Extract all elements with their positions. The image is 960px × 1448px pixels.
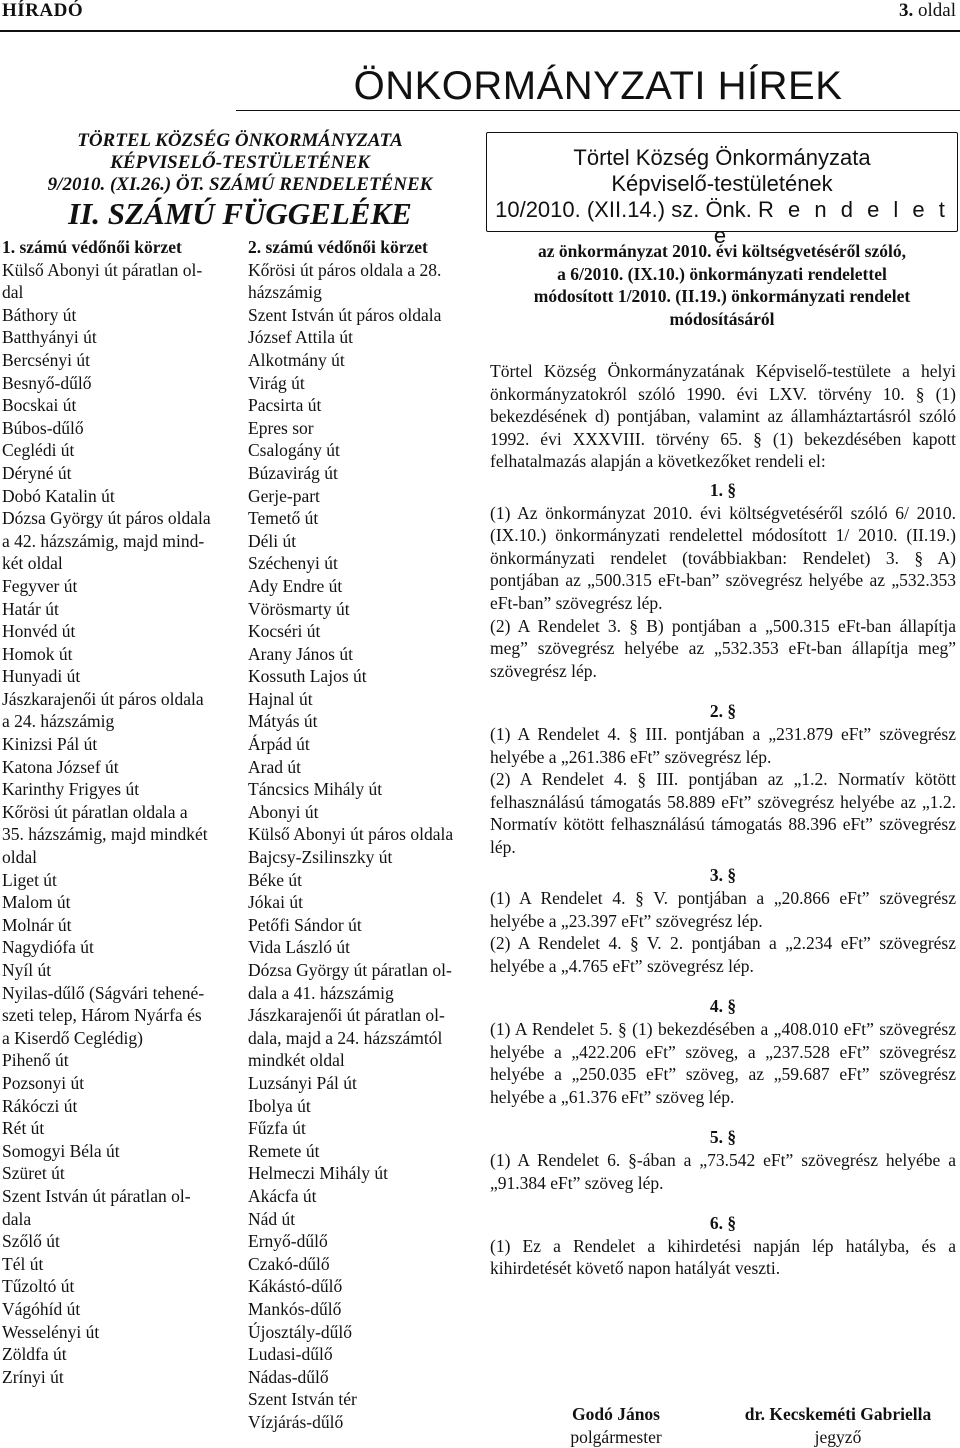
page-number-value: 3. [899, 0, 914, 21]
street-entry: Nyíl út [2, 960, 52, 980]
street-entry: Kocséri út [248, 621, 321, 642]
street-entry: Mátyás út [248, 711, 318, 732]
appendix-heading-line-3: 9/2010. (XI.26.) ÖT. SZÁMÚ RENDELETÉNEK [47, 174, 433, 195]
street-entry: Bercsényi út [2, 349, 90, 370]
street-entry: Határ út [2, 598, 59, 619]
street-entry: Csalogány út [248, 440, 340, 461]
section-6-heading: 6. § [709, 1213, 737, 1234]
street-entry: Vízjárás-dűlő [248, 1411, 344, 1432]
section-2-heading: 2. § [709, 701, 737, 722]
decree-title-line-1: Törtel Község Önkormányzata [573, 145, 871, 170]
street-entry: Vágóhíd út [2, 1298, 81, 1319]
street-entry: Ernyő-dűlő [248, 1231, 328, 1252]
street-entry: dala [2, 1208, 32, 1229]
district-1-street-list [2, 236, 227, 1388]
street-entry: Ludasi-dűlő [248, 1344, 333, 1365]
street-entry: oldal [2, 847, 37, 868]
street-entry: Nádas-dűlő [248, 1366, 329, 1387]
street-entry: Béke út [248, 869, 302, 890]
street-entry: Dózsa György út páros oldala [2, 508, 211, 529]
street-entry: Arany János út [248, 643, 353, 664]
street-entry: József Attila út [248, 327, 353, 348]
street-entry: Batthyányi út [2, 327, 97, 348]
street-entry: Nád út [248, 1208, 296, 1229]
street-entry: szeti telep, Három Nyárfa és [2, 1005, 202, 1026]
page-number-word: oldal [918, 0, 956, 21]
street-entry: Zrínyi út [2, 1366, 64, 1387]
street-entry: Újosztály-dűlő [248, 1321, 353, 1342]
street-entry: Pacsirta út [248, 395, 322, 416]
page-number [899, 0, 956, 22]
street-entry: Honvéd út [2, 621, 76, 642]
street-entry: Fegyver út [2, 575, 78, 596]
decree-title-line-2: Képviselő-testületének [611, 171, 833, 196]
street-entry: Dózsa György út páratlan ol- [248, 960, 452, 980]
decree-subtitle-line-1: az önkormányzat 2010. évi költségvetéséről szóló, [538, 241, 906, 261]
street-entry: Rákóczi út [2, 1095, 78, 1116]
page-title: ÖNKORMÁNYZATI HÍREK [353, 64, 843, 108]
section-1-paragraph-1: (1) Az önkormányzat 2010. évi költségvetéséről szóló 6/ 2010. (IX.10.) önkormányzati rendelettel módosított 1/ 2010. (II.19.) önkormányzati rendelet (továbbiakban: Rendelet) 3. § A) pontjában az „500.315 eFt-ban” szövegrész helyébe az „532.353 eFt-ban” szövegrész lép. [490, 502, 956, 613]
street-entry: Déli út [248, 530, 297, 551]
street-entry: Pozsonyi út [2, 1072, 85, 1093]
street-entry: Külső Abonyi út páratlan ol- [2, 259, 203, 280]
street-entry: Déryné út [2, 462, 72, 483]
appendix-heading-line-4: II. SZÁMÚ FÜGGELÉKE [68, 196, 412, 231]
street-entry: Szüret út [2, 1163, 65, 1184]
appendix-heading-line-2: KÉPVISELŐ-TESTÜLETÉNEK [110, 152, 370, 173]
street-entry: Bajcsy-Zsilinszky út [248, 847, 393, 868]
signature-notary [738, 1403, 938, 1448]
title-rule [236, 110, 960, 111]
signature-role: polgármester [570, 1426, 662, 1447]
street-entry: Gerje-part [248, 485, 320, 506]
street-entry: Táncsics Mihály út [248, 779, 383, 800]
district-heading: 2. számú védőnői körzet [248, 237, 428, 257]
street-entry: Dobó Katalin út [2, 485, 115, 506]
section-2-paragraph-2: (2) A Rendelet 4. § III. pontjában az „1.2. Normatív kötött felhasználású támogatás 58.889 eFt” szövegrész helyébe az „1.2. Normatív kötött felhasználású támogatás 88.396 eFt” szövegrész lép. [490, 769, 956, 857]
signature-role: jegyző [814, 1426, 862, 1447]
street-entry: Nagydiófa út [2, 937, 94, 958]
street-entry: Liget út [2, 869, 57, 890]
street-entry: Kőrösi út páros oldala a 28. [248, 259, 442, 280]
street-entry: Jászkarajenői út páratlan ol- [248, 1005, 445, 1026]
section-1-paragraph-2: (2) A Rendelet 3. § B) pontjában a „500.315 eFt-ban állapítja meg” szövegrész helyébe az „532.353 eFt-ban állapítja meg” szövegrész lép. [490, 615, 956, 681]
street-entry: Luzsányi Pál út [248, 1072, 357, 1093]
street-entry: Helmeczi Mihály út [248, 1163, 388, 1184]
street-entry: Báthory út [2, 304, 77, 325]
decree-subtitle-line-2: a 6/2010. (IX.10.) önkormányzati rendelettel [557, 263, 887, 284]
street-entry: Fűzfa út [248, 1118, 306, 1139]
decree-subtitle-line-4: módosításáról [669, 308, 775, 329]
district-2-street-list [248, 236, 480, 1433]
street-entry: Akácfa út [248, 1185, 317, 1206]
street-entry: dala, majd a 24. házszámtól [248, 1027, 443, 1048]
appendix-heading-line-1: TÖRTEL KÖZSÉG ÖNKORMÁNYZATA [77, 130, 403, 151]
street-entry: Besnyő-dűlő [2, 372, 92, 393]
street-entry: Szent István út páratlan ol- [2, 1185, 191, 1206]
section-2-paragraph-1: (1) A Rendelet 4. § III. pontjában a „231.879 eFt” szövegrész helyébe a „261.386 eFt” szövegrész lép. [490, 723, 956, 767]
street-entry: Kőrösi út páratlan oldala a [2, 801, 188, 822]
street-entry: Homok út [2, 643, 73, 664]
street-entry: Kossuth Lajos út [248, 666, 367, 687]
street-entry: Jókai út [248, 892, 303, 913]
section-3-paragraph-1: (1) A Rendelet 4. § V. pontjában a „20.866 eFt” szövegrész helyébe a „23.397 eFt” szövegrész lép. [490, 888, 956, 931]
street-entry: Temető út [248, 508, 319, 529]
street-entry: Kákástó-dűlő [248, 1276, 343, 1297]
section-3-paragraph-2: (2) A Rendelet 4. § V. 2. pontjában a „2.234 eFt” szövegrész helyébe a „4.765 eFt” szövegrész lép. [490, 933, 956, 976]
street-entry: Karinthy Frigyes út [2, 779, 140, 800]
street-entry: Pihenő út [2, 1050, 69, 1071]
street-entry: Árpád út [248, 734, 310, 755]
section-1-heading: 1. § [709, 479, 737, 500]
street-entry: Alkotmány út [248, 349, 345, 370]
signature-mayor [516, 1403, 716, 1448]
appendix-heading [20, 130, 460, 232]
section-5-paragraph-1: (1) A Rendelet 6. §-ában a „73.542 eFt” szövegrész helyébe a „91.384 eFt” szöveg lép. [490, 1150, 956, 1193]
street-entry: Molnár út [2, 914, 72, 935]
street-entry: Széchenyi út [248, 553, 338, 574]
street-entry: Tűzoltó út [2, 1276, 75, 1297]
decree-intro: Törtel Község Önkormányzatának Képviselő-testülete a helyi önkormányzatokról szóló 1990. évi LXV. törvény 10. § (1) bekezdésének d) pontjában, valamint az államháztartásról szóló 1992. évi XXXVIII. törvény 65. § (1) bekezdésében kapott felhatalmazás alapján a következőket rendeli el: [490, 361, 956, 472]
street-entry: Ibolya út [248, 1095, 311, 1116]
street-entry: Malom út [2, 892, 71, 913]
street-entry: a Kiserdő Ceglédig) [2, 1027, 143, 1048]
street-entry: Rét út [2, 1118, 45, 1139]
street-entry: két oldal [2, 553, 63, 574]
street-entry: Katona József út [2, 756, 119, 777]
street-entry: Vida László út [248, 937, 350, 958]
decree-number: 10/2010. (XII.14.) sz. Önk. [495, 197, 752, 222]
street-entry: a 42. házszámig, majd mind- [2, 530, 205, 551]
street-entry: Arad út [248, 756, 301, 777]
section-6-paragraph-1: (1) Ez a Rendelet a kihirdetési napján lép hatályba, és a kihirdetését követő napon hatályát veszti. [490, 1235, 956, 1279]
street-entry: Szent István út páros oldala [248, 304, 442, 325]
district-heading: 1. számú védőnői körzet [2, 237, 182, 257]
decree-word: R e n d e l e t e [713, 197, 949, 248]
street-entry: Hajnal út [248, 688, 313, 709]
street-entry: Vörösmarty út [248, 598, 350, 619]
street-entry: Bocskai út [2, 395, 77, 416]
header-rule [0, 30, 960, 32]
street-entry: Tél út [2, 1253, 44, 1274]
newspaper-name: HÍRADÓ [2, 0, 84, 21]
street-entry: Jászkarajenői út páros oldala [2, 688, 204, 709]
street-entry: dal [2, 282, 24, 303]
section-3-heading: 3. § [709, 865, 737, 886]
decree-subtitle [486, 240, 958, 330]
street-entry: mindkét oldal [248, 1050, 345, 1071]
street-entry: Hunyadi út [2, 666, 81, 687]
street-entry: Szőlő út [2, 1231, 60, 1252]
street-entry: Szent István tér [248, 1389, 357, 1410]
signature-name: dr. Kecskeméti Gabriella [744, 1404, 932, 1424]
street-entry: Remete út [248, 1140, 320, 1161]
street-entry: dala a 41. házszámig [248, 982, 394, 1003]
street-entry: Búzavirág út [248, 462, 338, 483]
street-entry: 35. házszámig, majd mindkét [2, 824, 208, 845]
section-4-paragraph-1: (1) A Rendelet 5. § (1) bekezdésében a „408.010 eFt” szövegrész helyébe a „422.206 eFt” szöveg, a „237.528 eFt” szövegrész helyébe a „250.035 eFt” szöveg, az „59.687 eFt” szövegrész helyébe a „61.376 eFt” szöveg lép. [490, 1019, 956, 1107]
street-entry: Abonyi út [248, 801, 319, 822]
street-entry: Ady Endre út [248, 575, 343, 596]
section-4-heading: 4. § [709, 996, 737, 1017]
street-entry: Külső Abonyi út páros oldala [248, 824, 454, 845]
street-entry: Kinizsi Pál út [2, 734, 98, 755]
street-entry: a 24. házszámig [2, 711, 115, 732]
street-entry: Petőfi Sándor út [248, 914, 362, 935]
street-entry: Ceglédi út [2, 440, 75, 461]
decree-subtitle-line-3: módosított 1/2010. (II.19.) önkormányzati rendelet [533, 286, 911, 307]
street-entry: Czakó-dűlő [248, 1253, 330, 1274]
street-entry: Somogyi Béla út [2, 1140, 120, 1161]
street-entry: Wesselényi út [2, 1321, 100, 1342]
street-entry: Virág út [248, 372, 305, 393]
signature-name: Godó János [571, 1404, 660, 1424]
section-5-heading: 5. § [709, 1127, 737, 1148]
street-entry: Zöldfa út [2, 1344, 67, 1365]
street-entry: házszámig [248, 282, 322, 303]
street-entry: Nyilas-dűlő (Ságvári tehené- [2, 982, 205, 1003]
decree-title-box [486, 132, 958, 248]
street-entry: Epres sor [248, 417, 314, 438]
street-entry: Mankós-dűlő [248, 1298, 342, 1319]
decree-body [490, 360, 956, 1280]
street-entry: Búbos-dűlő [2, 417, 84, 438]
